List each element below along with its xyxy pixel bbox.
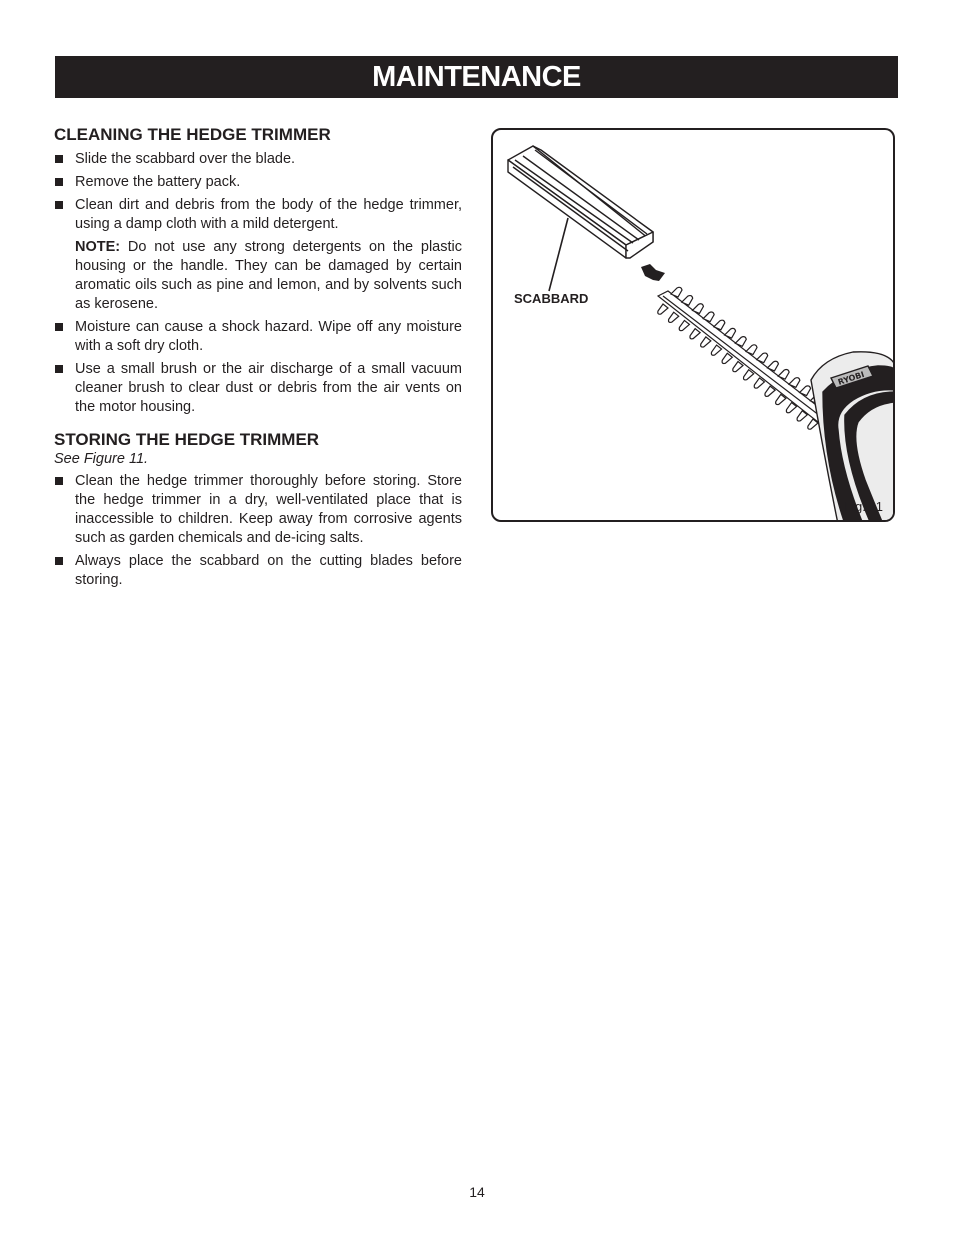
note-text: Do not use any strong detergents on the plastic housing or the handle. They can be damaged by certain aromatic oils such as pine and lemon, and by solvents such as kerosene. — [75, 239, 462, 312]
bullet-square-icon — [55, 155, 63, 163]
list-item: Clean dirt and debris from the body of the hedge trimmer, using a damp cloth with a mild detergent. — [54, 196, 462, 234]
list-item: Moisture can cause a shock hazard. Wipe off any moisture with a soft dry cloth. — [54, 318, 462, 356]
note — [75, 238, 462, 314]
blade-tooth — [744, 370, 754, 380]
arrow-icon — [641, 264, 665, 281]
page-number: 14 — [469, 1184, 485, 1200]
bullet-square-icon — [55, 178, 63, 186]
scabbard-label: SCABBARD — [514, 291, 589, 306]
figure-reference: See Figure 11. — [54, 451, 149, 467]
storing-section — [54, 429, 462, 590]
blade-tooth — [669, 312, 679, 322]
note-label: NOTE: — [75, 239, 121, 255]
section-title: MAINTENANCE — [55, 56, 898, 98]
blade-tooth — [690, 329, 700, 339]
leader-line — [549, 218, 568, 291]
bullet-square-icon — [55, 323, 63, 331]
blade-tooth — [733, 362, 743, 372]
bullet-square-icon — [55, 477, 63, 485]
cleaning-list — [54, 150, 462, 234]
cleaning-list-2 — [54, 318, 462, 417]
hedge-trimmer-illustration — [493, 130, 895, 522]
storing-heading: STORING THE HEDGE TRIMMER — [54, 430, 320, 449]
cleaning-heading: CLEANING THE HEDGE TRIMMER — [54, 125, 331, 144]
brand-logo: RYOBI — [836, 369, 866, 387]
figure-caption: Fig. 11 — [844, 499, 883, 514]
blade-tooth — [701, 337, 711, 347]
list-item: Clean the hedge trimmer thoroughly before storing. Store the hedge trimmer in a dry, well-ventilated place that is inaccessible to children. Keep away from corrosive agents such as garden chemicals and de-icing salts. — [54, 472, 462, 548]
bullet-square-icon — [55, 365, 63, 373]
blade-tooth — [754, 378, 764, 388]
list-item: Use a small brush or the air discharge of a small vacuum cleaner brush to clear dust or debris from the air vents on the motor housing. — [54, 360, 462, 417]
bullet-square-icon — [55, 557, 63, 565]
blade-shape — [658, 287, 833, 429]
figure-11 — [491, 128, 895, 522]
storing-list — [54, 472, 462, 590]
blade-tooth — [722, 353, 732, 363]
text-column — [54, 124, 462, 590]
list-item: Always place the scabbard on the cutting blades before storing. — [54, 552, 462, 590]
blade-tooth — [658, 304, 668, 314]
blade-tooth — [679, 320, 689, 330]
bullet-square-icon — [55, 201, 63, 209]
list-item: Slide the scabbard over the blade. — [54, 150, 462, 169]
scabbard-shape — [508, 146, 653, 258]
list-item: Remove the battery pack. — [54, 173, 462, 192]
blade-tooth — [711, 345, 721, 355]
